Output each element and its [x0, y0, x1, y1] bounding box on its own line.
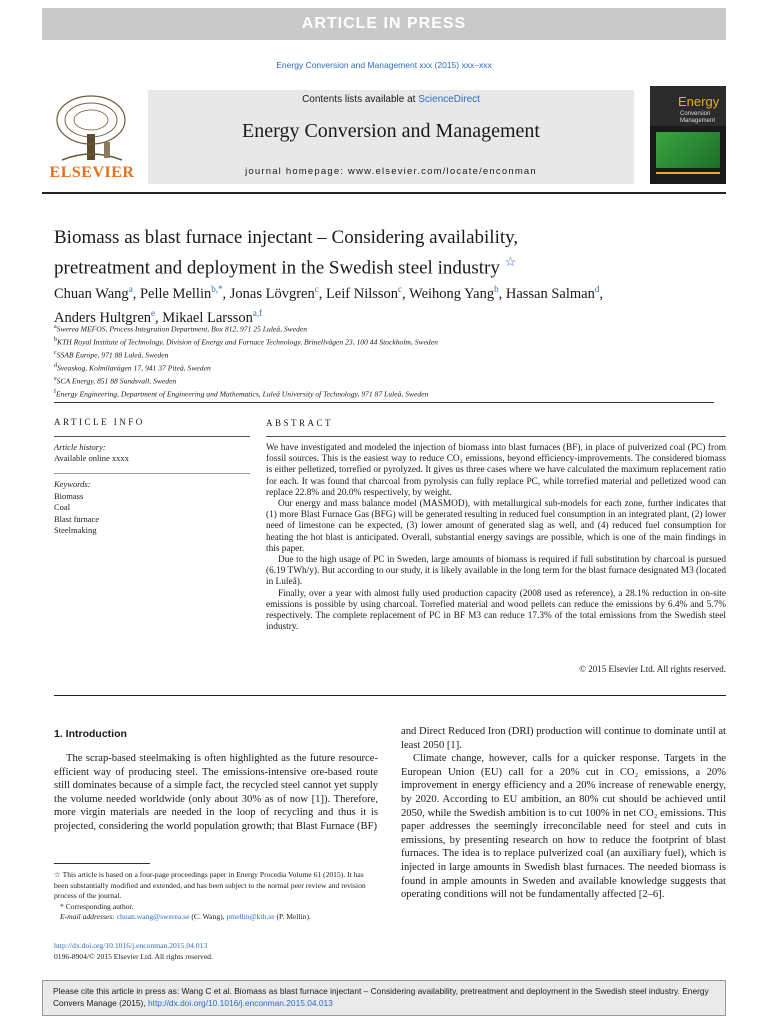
- abstract-rule: [266, 436, 726, 437]
- affiliation: $^c$SSAB Europe, 971 88 Luleå, Sweden: [54, 349, 169, 360]
- footnote-corresponding: * Corresponding author.: [60, 901, 134, 911]
- journal-cover-thumbnail: Energy Conversion Management: [650, 86, 726, 184]
- author-list: Chuan Wang$^a$, Pelle Mellin$^{b,*}$, Jonas Lövgren$^c$, Leif Nilsson$^c$, Weihong Yang$^b$, Hassan Salman$^d$, Anders Hultgren$^e$, Mikael Larsson$^{a,f}$: [54, 284, 603, 326]
- abstract-paragraph: Finally, over a year with almost fully used production capacity (2008 used as reference), a 28.1% reduction in on-site emissions is possible by using charcoal. Torrefied material and wood pellets can reduce the emissions by 6.4% and 5.7% respectively. The complete replacement of PC in BF M3 can reduce 17.3% of the total emissions from the Swedish steel industry.: [266, 588, 726, 633]
- body-column-left: The scrap-based steelmaking is often highlighted as the future resource-efficient way of producing steel. The emissions-intensive ore-based route still dominates because of a simple fact, the recycled steel cannot yet supply the volume needed worldwide (only about 30% as of now [1]). Therefore, more virgin materials are needed in the loop of recycling and thus it is projected, considering the world population growth; that Blast Furnace (BF): [54, 753, 378, 832]
- abstract-heading: ABSTRACT: [266, 418, 334, 428]
- paper-title: Biomass as blast furnace injectant – Considering availability, pretreatment and deployment in the Swedish steel industry ☆: [54, 227, 519, 279]
- author: Weihong Yang: [409, 285, 495, 302]
- cover-title: Energy: [678, 94, 720, 109]
- affiliation: $^d$Sveaskog, Kolmilavägen 17, 941 37 Piteå, Sweden: [54, 362, 211, 373]
- journal-title: Energy Conversion and Management: [242, 120, 540, 142]
- article-history: Article history: Available online xxxx: [54, 442, 129, 463]
- doi-block: [54, 941, 378, 962]
- journal-reference[interactable]: Energy Conversion and Management xxx (2015) xxx–xxx: [276, 60, 492, 70]
- journal-homepage[interactable]: journal homepage: www.elsevier.com/locate/enconman: [245, 166, 537, 177]
- title-footnote-marker[interactable]: ☆: [504, 254, 517, 269]
- sciencedirect-link[interactable]: ScienceDirect: [418, 94, 480, 105]
- section-heading-introduction: 1. Introduction: [54, 728, 127, 740]
- affiliation-list: [54, 322, 714, 400]
- author: Mikael Larsson: [162, 309, 253, 326]
- author: Jonas Lövgren: [229, 285, 315, 302]
- abstract-paragraph: Our energy and mass balance model (MASMOD), with metallurgical sub-models for each zone, further indicates that (1) more Blast Furnace Gas (BFG) will be generated resulting in reduced fuel consumption in an integrated plant, (2) lower need of limestone can be expected, (3) lower amount of generated slag as well, and (4) reduced fuel consumption for heating the hot blast is anticipated. Overall, substantial energy savings are possible, which is one of the main findings in this paper.: [266, 499, 726, 554]
- copyright-notice: © 2015 Elsevier Ltd. All rights reserved.: [579, 664, 726, 674]
- keyword: Blast furnace: [54, 513, 100, 524]
- body-paragraph: Climate change, however, calls for a quicker response. Targets in the European Union (EU) call for a 20% cut in CO₂ emissions, a 20% improvement in energy efficiency and a 20% increase of renewable energy, by 2020. According to EU ambition, an 80% cut should be achieved until 2050, while the Swedish ambition is to cut 100% in net CO₂ emissions. This paper addresses the seemingly irreconcilable need for steel and cuts in emissions, by presenting research on how to reduce the footprint of blast furnaces. The idea is to replace pulverized coal (an auxiliary fuel), which is injected in large amounts in Swedish blast furnaces. The needed biomass is found in ample amounts in Sweden and available knowledge suggests that operating conditions will not be fundamentally affected [2–6].: [401, 753, 726, 901]
- footnotes: [54, 870, 378, 923]
- article-info-subrule: [54, 473, 250, 474]
- abstract-paragraph: We have investigated and modeled the injection of biomass into blast furnaces (BF), in place of pulverized coal (PC) from fossil sources. This is the easiest way to reduce CO₂ emissions, beyond efficiency-improvements. The considered biomass is either pelletized, torrefied or pyrolyzed. It gives us three cases where we have calculated the maximum replacement ratio for each. It was found that charcoal from pyrolysis can fully replace PC, while torrefied material and pelletized wood can replace 22.8% and 20.0% respectively, by weight.: [266, 443, 726, 498]
- keyword: Steelmaking: [54, 525, 97, 535]
- keyword: Biomass: [54, 490, 84, 501]
- body-divider: [54, 695, 726, 696]
- body-column-right: [401, 725, 726, 902]
- publisher-name: ELSEVIER: [49, 164, 135, 181]
- author: Hassan Salman: [505, 285, 595, 302]
- email-link[interactable]: chuan.wang@swerea.se: [116, 912, 190, 922]
- header-divider: [42, 192, 726, 194]
- article-info-rule: [54, 436, 250, 437]
- author: Pelle Mellin: [139, 285, 212, 302]
- keyword: Coal: [54, 502, 71, 512]
- footnote-title: ☆ This article is based on a four-page proceedings paper in Energy Procedia Volume 61 (2015). It has been substantially modified and extended, and has been subject to the normal peer review and revision process of the journal.: [54, 870, 366, 901]
- cover-image: [656, 132, 720, 168]
- affiliation: $^f$Energy Engineering, Department of Engineering and Mathematics, Luleå University of Technology, 971 87 Luleå, Sweden: [54, 388, 429, 399]
- contents-line: Contents lists available at ScienceDirect: [302, 94, 480, 105]
- author: Anders Hultgren: [54, 309, 152, 326]
- affiliation: $^b$KTH Royal Institute of Technology, Division of Energy and Furnace Technology, Brinellvägen 23, 100 44 Stockholm, Sweden: [54, 336, 438, 347]
- citation-doi-link[interactable]: http://dx.doi.org/10.1016/j.enconman.2015.04.013: [147, 998, 333, 1008]
- email-link[interactable]: pmellin@kth.se: [226, 912, 275, 922]
- abstract-paragraph: Due to the high usage of PC in Sweden, large amounts of biomass is required if full substitution by charcoal is pursued (6.19 TWh/y). But according to our study, it is likely available in the long term for the blast furnace designated M3 (located in Luleå).: [266, 555, 726, 588]
- author: Chuan Wang: [54, 285, 129, 302]
- abstract-body: [266, 443, 726, 633]
- section-divider: [54, 402, 714, 403]
- issn-line: 0196-8904/© 2015 Elsevier Ltd. All rights reserved.: [54, 951, 213, 961]
- body-paragraph: and Direct Reduced Iron (DRI) production will continue to dominate until at least 2050 [1].: [401, 726, 726, 751]
- citation-box: Please cite this article in press as: Wang C et al. Biomass as blast furnace injectant – Considering availability, pretreatment and deployment in the Swedish steel industry. Energy Convers Manage (2015), http://dx.doi.org/10.1016/j.enconman.2015.04.013: [42, 980, 726, 1016]
- doi-link[interactable]: http://dx.doi.org/10.1016/j.enconman.2015.04.013: [54, 941, 208, 950]
- affiliation: $^a$Swerea MEFOS, Process Integration Department, Box 812, 971 25 Luleå, Sweden: [54, 324, 308, 334]
- footnote-emails: E-mail addresses: chuan.wang@swerea.se (C. Wang), pmellin@kth.se (P. Mellin).: [60, 912, 311, 922]
- author: Leif Nilsson: [325, 285, 399, 302]
- footnote-rule: [54, 863, 150, 864]
- elsevier-logo: [42, 86, 142, 186]
- keywords: Keywords: Biomass Coal Blast furnace Steelmaking: [54, 479, 250, 537]
- article-in-press-banner: ARTICLE IN PRESS: [42, 8, 726, 40]
- article-info-heading: ARTICLE INFO: [54, 417, 145, 427]
- affiliation: $^e$SCA Energy, 851 88 Sundsvall, Sweden: [54, 375, 177, 386]
